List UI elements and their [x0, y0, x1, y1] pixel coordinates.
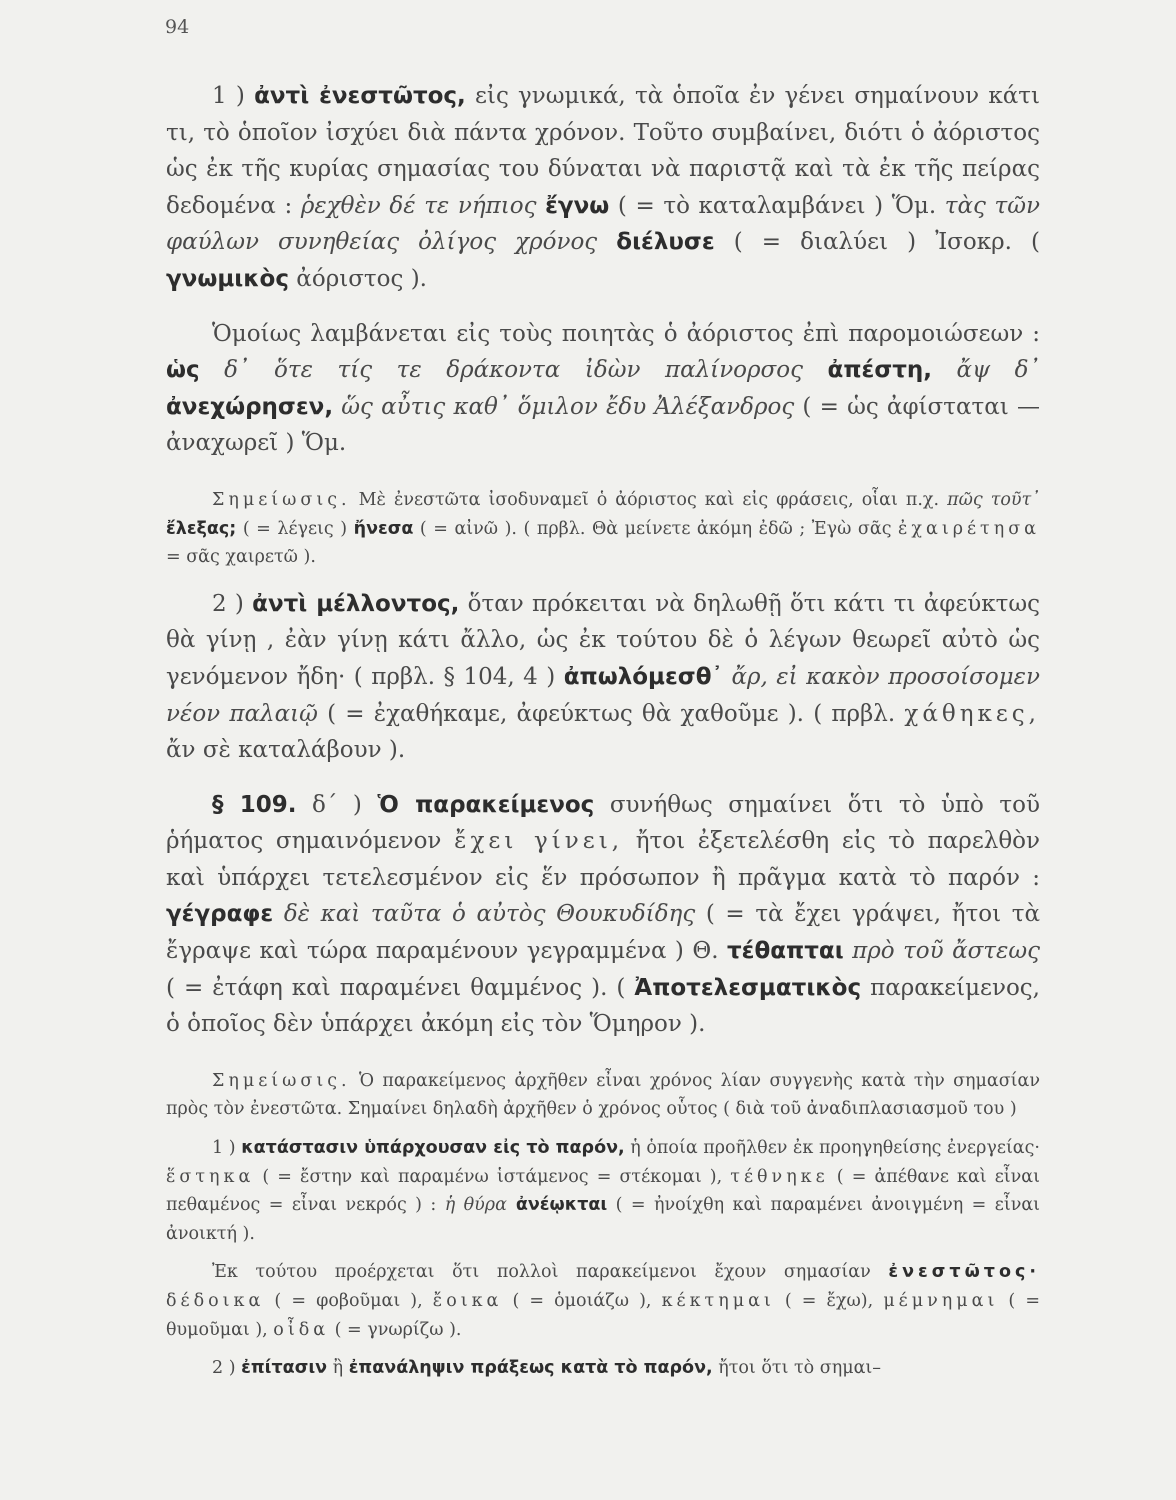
bold-term: γέγραφε — [166, 901, 274, 928]
bold-term: ὡς — [166, 357, 200, 384]
quote: ἄψ δ᾽ — [932, 357, 1040, 384]
note-perfect-meaning — [166, 1067, 1040, 1124]
text-run: δ´ ) — [296, 791, 378, 818]
quote: ῥεχθὲν δέ τε νήπιος — [300, 192, 546, 219]
spaced-term: ἕστηκα — [166, 1166, 255, 1187]
bold-term: ἀνεχώρησεν, — [166, 393, 334, 420]
bold-term: Ἀποτελεσματικὸς — [634, 974, 862, 1001]
text-run: ( = αἰνῶ ). ( πρβλ. Θὰ μείνετε ἀκόμη ἐδῶ ; Ἐγὼ σᾶς — [413, 518, 899, 539]
text-run: εἰς γνωμικά, τὰ ὁποῖα ἐν γένει σημαίνουν κάτι τι, τὸ ὁποῖον ἰσχύει διὰ πάντα χρόνον. Τοῦτο συμβαίνει, διότι ὁ ἀόριστος ὡς ἐκ τῆς κυρίας σημασίας του δύναται νὰ παριστᾷ καὶ τὰ ἐκ τῆς πείρας δεδομένα : — [166, 83, 1040, 219]
note-perfect-intensity — [166, 1354, 1040, 1383]
bold-term: ἐπανάληψιν πράξεως κατὰ τὸ παρόν, — [348, 1358, 713, 1379]
text-run: ( = γνωρίζω ). — [329, 1319, 462, 1340]
text-run: ἤτοι ὅτι τὸ σημαι– — [712, 1358, 881, 1379]
text-run: = σᾶς χαιρετῶ ). — [166, 547, 316, 568]
text-run: ( = φοβοῦμαι ), — [264, 1291, 433, 1311]
section-number: § 109. — [212, 791, 297, 818]
text-run: ( = διαλύει ) Ἰσοκρ. ( — [714, 229, 1040, 256]
text-run: ( = θυμοῦμαι ), — [166, 1291, 1040, 1340]
quote: ἄρ, εἰ κακὸν προσοίσομεν νέον παλαιῷ — [166, 663, 1040, 727]
text-run: ( = τὸ καταλαμβάνει ) Ὅμ. — [609, 192, 945, 219]
text-run: Ὁ παρακείμενος ἀρχῆθεν εἶναι χρόνος λίαν συγγενὴς κατὰ τὴν σημασίαν πρὸς τὸν ἐνεστῶτα. Σημαίνει δηλαδὴ ἀρχῆθεν ὁ χρόνος οὗτος ( διὰ τοῦ ἀναδιπλασιασμοῦ του ) — [166, 1070, 1040, 1120]
spaced-term: ἐνεστῶτος· — [888, 1262, 1040, 1283]
bold-term: τέθαπται — [726, 938, 844, 965]
bold-term: κατάστασιν ὑπάρχουσαν εἰς τὸ παρόν, — [241, 1138, 625, 1159]
text-run: Ὁμοίως λαμβάνεται εἰς τοὺς ποιητὰς ὁ ἀόριστος ἐπὶ παρομοιώσεων : — [212, 320, 1040, 347]
spaced-term: μέμνημαι — [883, 1291, 999, 1311]
text-run: ἀόριστος ). — [289, 265, 427, 292]
list-number: 1 ) — [212, 83, 255, 109]
text-run: ἡ ὁποία προῆλθεν ἐκ προηγηθείσης ἐνεργείας· — [624, 1138, 1040, 1159]
bold-term: διέλυσε — [616, 229, 715, 256]
quote: ἡ θύρα — [444, 1195, 507, 1216]
bold-term: ἔγνω — [545, 192, 610, 219]
spaced-term: Σημείωσις. — [212, 489, 351, 510]
page-body — [166, 78, 1040, 1393]
list-number: 1 ) — [212, 1138, 242, 1159]
spaced-term: ἔχει γίνει, — [454, 828, 624, 855]
text-run: ( = ἠνοίχθη καὶ παραμένει ἀνοιγμένη = εἶναι ἀνοικτή ). — [166, 1195, 1041, 1244]
bold-term: ἀντὶ ἐνεστῶτος, — [254, 83, 466, 109]
quote: πρὸ τοῦ ἄστεως — [843, 938, 1041, 965]
text-run: ἄν σὲ καταλάβουν ). — [166, 737, 406, 764]
spaced-term: δέδοικα — [166, 1291, 265, 1311]
text-run: ( = ἔχω), — [774, 1291, 884, 1311]
text-run: συνήθως σημαίνει ὅτι τὸ ὑπὸ τοῦ ῥήματος σημαινόμενον — [166, 791, 1040, 855]
text-run: Μὲ ἐνεστῶτα ἰσοδυναμεῖ ὁ ἀόριστος καὶ εἰς φράσεις, οἷαι π.χ. — [350, 489, 948, 510]
text-run: ( = λέγεις ) — [236, 518, 354, 539]
paragraph-similes — [166, 316, 1040, 462]
list-number: 2 ) — [212, 1358, 242, 1379]
bold-term: ἀντὶ μέλλοντος, — [252, 590, 460, 617]
text-run: ( = ὁμοιάζω ), — [502, 1291, 662, 1311]
spaced-term: Σημείωσις. — [212, 1070, 351, 1091]
paragraph-section-109-perfect — [166, 787, 1040, 1043]
quote: τὰς τῶν φαύλων συνηθείας ὀλίγος χρόνος — [166, 192, 1040, 256]
note-perfect-present-meaning — [166, 1258, 1040, 1344]
list-number: 2 ) — [212, 590, 253, 617]
text-run: παρακείμενος, ὁ ὁποῖος δὲν ὑπάρχει ἀκόμη εἰς τὸν Ὅμηρον ). — [166, 974, 1040, 1038]
bold-term: ἤνεσα — [353, 518, 414, 539]
quote: ὥς αὖτις καθ᾽ ὅμιλον ἔδυ Ἀλέξανδρος — [333, 393, 795, 420]
spaced-term: τέθνηκε — [730, 1166, 829, 1187]
bold-term: γνωμικὸς — [166, 265, 289, 292]
text-run: ( = ὡς ἀφίσταται — ἀναχωρεῖ ) Ὅμ. — [166, 393, 1040, 457]
spaced-term: οἶδα — [273, 1319, 330, 1340]
page-number: 94 — [165, 16, 190, 38]
bold-term: ἀπωλόμεσθ᾽ — [563, 663, 724, 690]
spaced-term: κέκτημαι — [661, 1291, 775, 1311]
text-run: ὅταν πρόκειται νὰ δηλωθῇ ὅτι κάτι τι ἀφεύκτως θὰ γίνῃ , ἐὰν γίνῃ κάτι ἄλλο, ὡς ἐκ τούτου δὲ ὁ λέγων θεωρεῖ αὐτὸ ὡς γενόμενον ἤδη· ( πρβλ. § 104, 4 ) — [166, 590, 1040, 690]
text-run: ( = ἔστην καὶ παραμένω ἱστάμενος = στέκομαι ), — [254, 1166, 731, 1187]
text-run: ἤτοι ἐξετελέσθη εἰς τὸ παρελθὸν καὶ ὑπάρχει τετελεσμένον εἰς ἕν πρόσωπον ἢ πρᾶγμα κατὰ τὸ παρόν : — [166, 828, 1040, 891]
note-aorist-phrases — [166, 486, 1040, 572]
spaced-term: ἐχαιρέτησα — [898, 518, 1040, 539]
spaced-term: χάθηκες, — [904, 700, 1040, 727]
spaced-term: ἔοικα — [432, 1291, 503, 1311]
paragraph-aorist-future — [166, 586, 1040, 769]
paragraph-aorist-gnomic — [166, 78, 1040, 298]
bold-term: ἔλεξας; — [166, 518, 237, 539]
quote: πῶς τοῦτ᾽ — [947, 489, 1040, 510]
text-run: ( = ἐχαθήκαμε, ἀφεύκτως θὰ χαθοῦμε ). ( πρβλ. — [317, 700, 905, 727]
text-run: ( = ἀπέθανε καὶ εἶναι πεθαμένος = εἶναι νεκρός ) : — [166, 1166, 1040, 1216]
text-run: ( = τὰ ἔχει γράψει, ἤτοι τὰ ἔγραψε καὶ τώρα παραμένουν γεγραμμένα ) Θ. — [166, 901, 1040, 965]
quote: δὲ καὶ ταῦτα ὁ αὐτὸς Θουκυδίδης — [273, 901, 696, 928]
text-run: ( = ἐτάφη καὶ παραμένει θαμμένος ). ( — [166, 974, 635, 1001]
text-run: ἢ — [327, 1358, 349, 1379]
bold-term: ἐπίτασιν — [241, 1358, 328, 1379]
quote: δ᾽ ὅτε τίς τε δράκοντα ἰδὼν παλίνορσος — [199, 357, 828, 384]
bold-term: ἀπέστη, — [827, 357, 933, 384]
text-run: Ἐκ τούτου προέρχεται ὅτι πολλοὶ παρακείμενοι ἔχουν σημασίαν — [212, 1262, 889, 1283]
bold-term: Ὁ παρακείμενος — [377, 791, 595, 818]
note-perfect-state — [166, 1134, 1040, 1248]
bold-term: ἀνέῳκται — [506, 1195, 608, 1216]
